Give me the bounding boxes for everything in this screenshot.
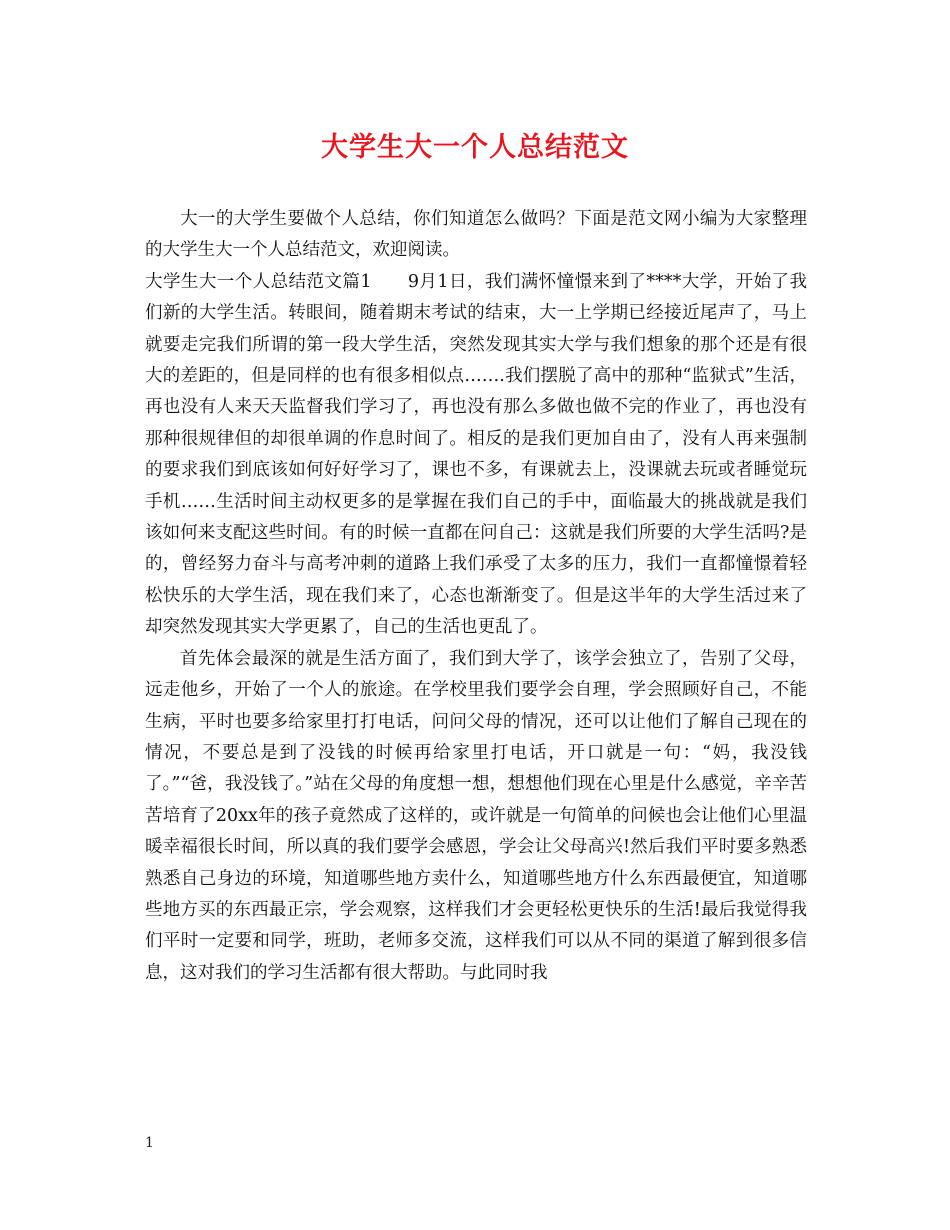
intro-paragraph: 大一的大学生要做个人总结，你们知道怎么做吗？下面是范文网小编为大家整理的大学生大一个人总结范文，欢迎阅读。: [145, 209, 807, 261]
document-body: [145, 204, 807, 989]
section-1-paragraph: 大学生大一个人总结范文篇1 9月1日，我们满怀憧憬来到了****大学，开始了我们新的大学生活。转眼间，随着期末考试的结束，大一上学期已经接近尾声了，马上就要走完我们所谓的第一段大学生活，突然发现其实大学与我们想象的那个还是有很大的差距的，但是同样的也有很多相似点…….我们摆脱了高中的那种“监狱式”生活，再也没有人来天天监督我们学习了，再也没有那么多做也做不完的作业了，再也没有那种很规律但的却很单调的作息时间了。相反的是我们更加自由了，没有人再来强制的要求我们到底该如何好好学习了，课也不多，有课就去上，没课就去玩或者睡觉玩手机……生活时间主动权更多的是掌握在我们自己的手中，面临最大的挑战就是我们该如何来支配这些时间。有的时候一直都在问自己：这就是我们所要的大学生活吗?是的，曾经努力奋斗与高考冲刺的道路上我们承受了太多的压力，我们一直都憧憬着轻松快乐的大学生活，现在我们来了，心态也渐渐变了。但是这半年的大学生活过来了却突然发现其实大学更累了，自己的生活也更乱了。: [145, 271, 807, 638]
document-title: 大学生大一个人总结范文: [321, 132, 629, 163]
page-number: 1: [145, 1135, 154, 1151]
life-aspect-paragraph: 首先体会最深的就是生活方面了，我们到大学了，该学会独立了，告别了父母，远走他乡，开始了一个人的旅途。在学校里我们要学会自理，学会照顾好自己，不能生病，平时也要多给家里打打电话，问问父母的情况，还可以让他们了解自己现在的情况，不要总是到了没钱的时候再给家里打电话，开口就是一句：“妈，我没钱了。”“爸，我没钱了。”站在父母的角度想一想，想想他们现在心里是什么感觉，辛辛苦苦培育了20xx年的孩子竟然成了这样的，或许就是一句简单的问候也会让他们心里温暖幸福很长时间，所以真的我们要学会感恩，学会让父母高兴!然后我们平时要多熟悉熟悉自己身边的环境，知道哪些地方卖什么，知道哪些地方什么东西最便宜，知道哪些地方买的东西最正宗，学会观察，这样我们才会更轻松更快乐的生活!最后我觉得我们平时一定要和同学，班助，老师多交流，这样我们可以从不同的渠道了解到很多信息，这对我们的学习生活都有很大帮助。与此同时我: [145, 648, 807, 983]
